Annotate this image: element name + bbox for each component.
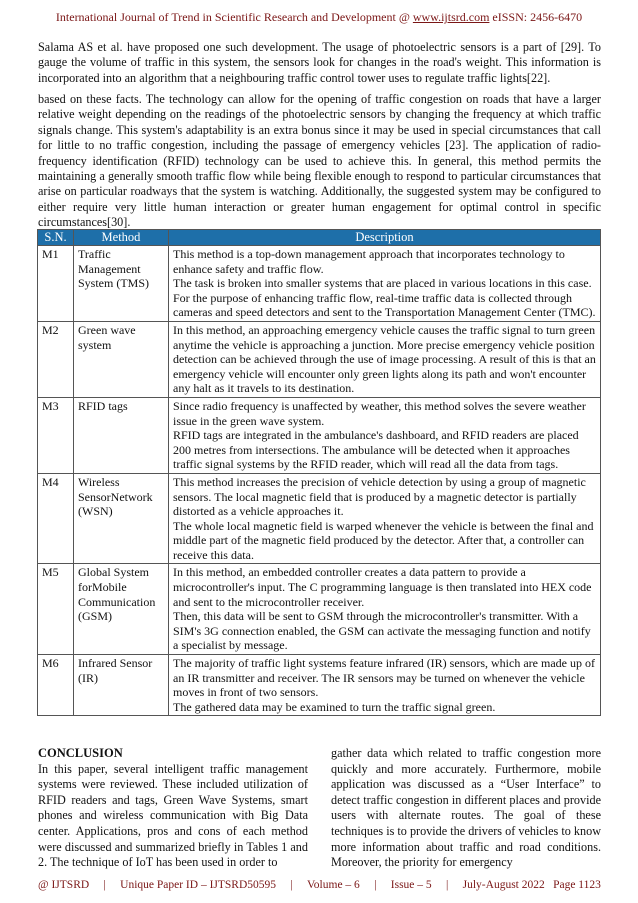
footer-separator: | [103, 879, 106, 891]
footer-separator: | [374, 879, 377, 891]
footer-separator: | [290, 879, 293, 891]
journal-name: International Journal of Trend in Scientific Research and Development @ [55, 10, 413, 24]
footer-org: @ IJTSRD [38, 879, 90, 891]
conclusion-heading: CONCLUSION [38, 746, 123, 760]
body-paragraph-1: Salama AS et al. have proposed one such development. The usage of photoelectric sensors is a part of [29]. To gauge the volume of traffic in this system, the sensors look for changes in the road's weight. This information is incorporated into an algorithm that a neighbouring traffic control tower uses to regulate traffic lights[22]. [38, 40, 601, 85]
cell-description [169, 397, 601, 473]
table-row [38, 397, 601, 473]
description-line: In this method, an embedded controller creates a data pattern to provide a microcontroller's input. The C programming language is then translated into HEX code and sent to the microcontroller receiver. [173, 565, 592, 609]
footer-issue: Issue – 5 [390, 879, 432, 891]
cell-sn: M6 [38, 655, 74, 716]
cell-method: Wireless SensorNetwork (WSN) [74, 473, 169, 564]
description-line: Since radio frequency is unaffected by weather, this method solves the severe weather issue in the green wave system. [173, 398, 586, 428]
table-row [38, 246, 601, 322]
table-header-row [38, 230, 601, 246]
cell-sn: M1 [38, 246, 74, 322]
cell-description [169, 246, 601, 322]
cell-description [169, 564, 601, 655]
description-line: The whole local magnetic field is warped whenever the vehicle is between the final and middle part of the magnetic field produced by the detector. After that, a controller can receive this data. [173, 518, 594, 562]
table-row [38, 564, 601, 655]
footer-volume: Volume – 6 [306, 879, 360, 891]
header-description: Description [169, 230, 601, 246]
cell-sn: M5 [38, 564, 74, 655]
footer-paper-id: Unique Paper ID – IJTSRD50595 [120, 879, 277, 891]
cell-method: Global System forMobile Communication (GSM) [74, 564, 169, 655]
cell-method: RFID tags [74, 397, 169, 473]
cell-method: Green wave system [74, 321, 169, 397]
description-line: This method is a top-down management approach that incorporates technology to enhance safety and traffic flow. [173, 247, 565, 276]
footer-page-number: Page 1123 [553, 879, 601, 891]
cell-description [169, 473, 601, 564]
cell-sn: M4 [38, 473, 74, 564]
conclusion-text-left: In this paper, several intelligent traffic management systems were reviewed. These included utilization of RFID readers and tags, Green Wave Systems, smart phones and wireless communication with Big Data center. Applications, pros and cons of each method were discussed and summarized briefly in Tables 1 and 2. The technique of IoT has been used in order to [38, 761, 308, 870]
description-line: This method increases the precision of vehicle detection by using a group of magnetic sensors. The local magnetic field that is produced by a magnetic detector is partially distorted as a vehicle approaches it. [173, 474, 586, 519]
description-line: The task is broken into smaller systems that are placed in various locations in this case. For the purpose of enhancing traffic flow, real-time traffic data is collected through cameras and speed detectors and sent to the Transportation Management Center (TMC). [173, 276, 596, 320]
footer-separator: | [446, 879, 449, 891]
cell-method: Traffic Management System (TMS) [74, 246, 169, 322]
header-sn: S.N. [38, 230, 74, 246]
running-header [0, 10, 638, 25]
footer-date: July-August 2022 [462, 879, 545, 891]
issn: eISSN: 2456-6470 [489, 10, 583, 24]
table-row [38, 473, 601, 564]
cell-sn: M3 [38, 397, 74, 473]
description-line: RFID tags are integrated in the ambulance's dashboard, and RFID readers are placed 200 metres from intersections. The ambulance will be detected when it approaches traffic signal systems by the RFID reader, which will read all the data from tags. [173, 428, 579, 472]
cell-sn: M2 [38, 321, 74, 397]
description-line: Then, this data will be sent to GSM through the microcontroller's transmitter. With a SIM's 3G connection enabled, the GSM can activate the messaging function and notify a specialist by message. [173, 609, 591, 653]
methods-table [37, 229, 601, 716]
cell-method: Infrared Sensor (IR) [74, 655, 169, 716]
description-line: In this method, an approaching emergency vehicle causes the traffic signal to turn green anytime the vehicle is approaching a junction. More precise emergency vehicle position detection can be achieved through the use of image processing. A result of this is that an emergency vehicle will encounter only green lights along its path and won't encounter any halt as it travels to its destination. [173, 322, 596, 396]
journal-url-link[interactable]: www.ijtsrd.com [412, 10, 490, 24]
conclusion-text-right: gather data which related to traffic congestion more quickly and more accurately. Furthermore, mobile application was discussed as a “User Interface” to detect traffic congestion in different places and provide users with alternate routes. The goal of these techniques is to provide the drivers of vehicles to know more information about traffic and road conditions. Moreover, the priority for emergency [331, 746, 601, 870]
description-line: The gathered data may be examined to turn the traffic signal green. [173, 699, 496, 714]
table-row [38, 655, 601, 716]
table-row [38, 321, 601, 397]
cell-description [169, 321, 601, 397]
cell-description [169, 655, 601, 716]
description-line: The majority of traffic light systems feature infrared (IR) sensors, which are made up of an IR transmitter and receiver. The IR sensors may be turned on whenever the vehicle moves in front of two sensors. [173, 656, 595, 700]
header-method: Method [74, 230, 169, 246]
body-paragraph-2: based on these facts. The technology can allow for the opening of traffic congestion on roads that have a larger relative weight depending on the readings of the photoelectric sensors by changing the frequency at which traffic signals change. This system's adaptability is an extra bonus since it may be used in special circumstances that call for little to no traffic congestion, including the passage of emergency vehicles [23]. The application of radio-frequency identification (RFID) technology can be used to achieve this. In general, this method permits the maintaining a generally smooth traffic flow while being flexible enough to respond to particular circumstances that arise on particular roadways that the system is watching. Additionally, the suggested system may be configured to either require very little human interaction or greater human engagement for optimal control in specific circumstances[30]. [38, 92, 601, 230]
page-footer [38, 879, 601, 891]
conclusion-left-column [38, 746, 308, 871]
conclusion-right-column [331, 746, 601, 871]
